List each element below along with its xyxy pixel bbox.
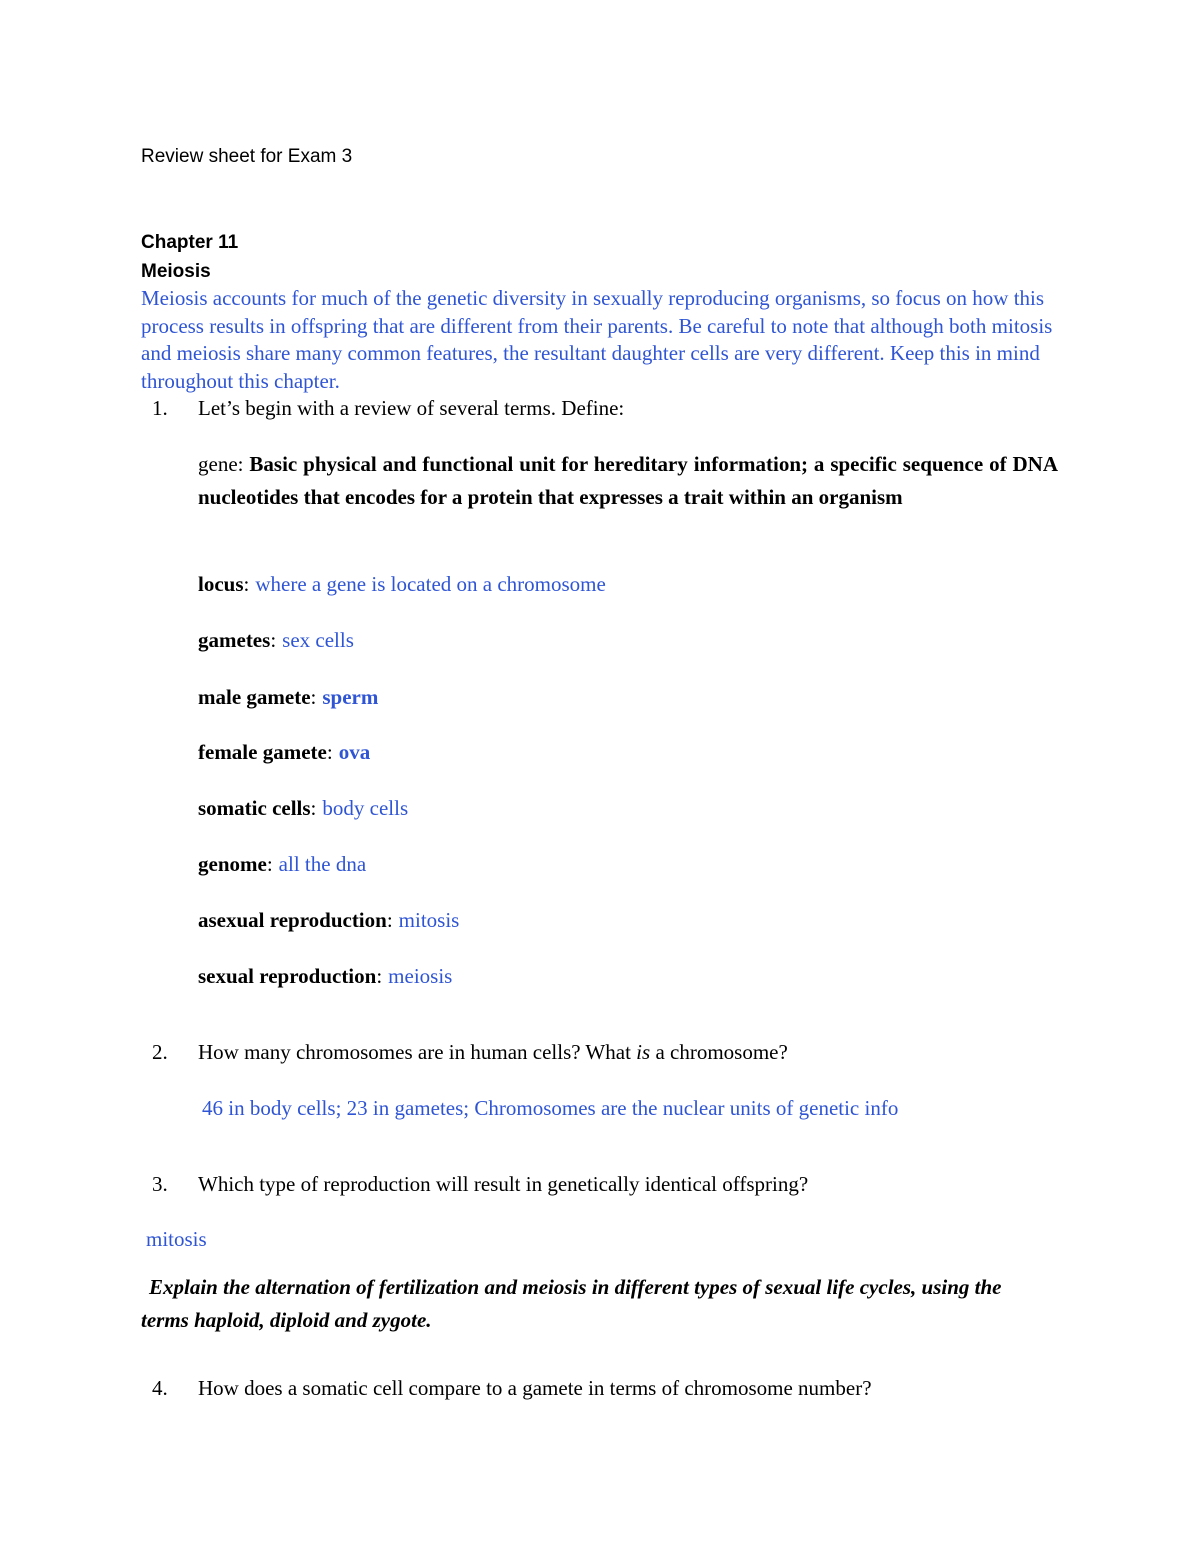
question-1-text: Let’s begin with a review of several terms. Define: <box>198 396 625 420</box>
term-label: sexual reproduction <box>198 964 377 988</box>
question-2-text-italic: is <box>636 1040 651 1064</box>
term-answer: body cells <box>322 796 409 820</box>
term-label: male gamete <box>198 685 311 709</box>
document-title: Review sheet for Exam 3 <box>141 146 353 167</box>
term-label: somatic cells <box>198 796 311 820</box>
term-label: female gamete <box>198 740 327 764</box>
question-2-text <box>198 1042 788 1063</box>
intro-paragraph: Meiosis accounts for much of the genetic diversity in sexually reproducing organisms, so focus on how this process results in offspring that are different from their parents. Be careful to note that although both mitosis and meiosis share many common features, the resultant daughter cells are very different. Keep this in mind throughout this chapter. <box>141 286 1053 393</box>
term-answer: where a gene is located on a chromosome <box>255 572 606 596</box>
term-row: sexual reproduction: meiosis <box>198 964 453 988</box>
section-heading: Meiosis <box>141 261 211 282</box>
question-2-text-after: a chromosome? <box>650 1040 788 1064</box>
term-label: locus <box>198 572 244 596</box>
explain-prompt: Explain the alternation of fertilization and meiosis in different types of sexual life cycles, using the terms haploid, diploid and zygote. <box>141 1275 1002 1332</box>
chapter-heading: Chapter 11 <box>141 232 239 253</box>
term-answer: all the dna <box>278 852 367 876</box>
term-label: asexual reproduction <box>198 908 387 932</box>
question-number-1: 1. <box>152 396 168 420</box>
term-answer: ova <box>338 740 371 764</box>
gene-definition <box>198 448 1058 514</box>
term-row: genome: all the dna <box>198 852 367 876</box>
term-answer: meiosis <box>388 964 453 988</box>
question-3-answer: mitosis <box>146 1227 207 1251</box>
gene-term: gene <box>198 452 238 476</box>
term-answer: mitosis <box>398 908 460 932</box>
term-answer: sex cells <box>282 628 354 652</box>
term-answer: sperm <box>322 685 379 709</box>
question-number-2: 2. <box>152 1040 168 1064</box>
question-number-4: 4. <box>152 1376 168 1400</box>
question-2-text-before: How many chromosomes are in human cells? What <box>198 1040 637 1064</box>
question-2-answer: 46 in body cells; 23 in gametes; Chromosomes are the nuclear units of genetic info <box>202 1096 899 1120</box>
question-4-text: How does a somatic cell compare to a gamete in terms of chromosome number? <box>198 1376 872 1400</box>
question-3-text: Which type of reproduction will result in genetically identical offspring? <box>198 1172 809 1196</box>
gene-colon: : <box>237 452 250 476</box>
term-label: genome <box>198 852 267 876</box>
question-number-3: 3. <box>152 1172 168 1196</box>
term-row: somatic cells: body cells <box>198 796 409 820</box>
term-row: asexual reproduction: mitosis <box>198 908 460 932</box>
term-row: gametes: sex cells <box>198 628 354 652</box>
term-row: male gamete: sperm <box>198 685 379 709</box>
term-row: female gamete: ova <box>198 740 371 764</box>
gene-answer: Basic physical and functional unit for hereditary information; a specific sequence of DNA nucleotides that encodes for a protein that expresses a trait within an organism <box>198 452 1058 509</box>
term-label: gametes <box>198 628 271 652</box>
term-row: locus: where a gene is located on a chromosome <box>198 572 606 596</box>
